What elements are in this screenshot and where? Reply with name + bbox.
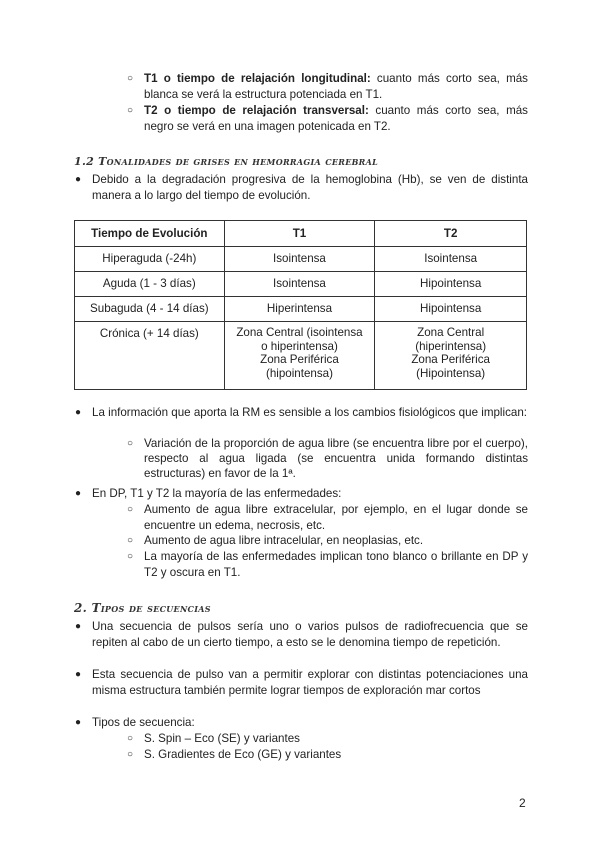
hollow-bullet-icon: ○ (127, 733, 134, 744)
evolution-table (74, 220, 527, 390)
bullet-icon: ● (75, 174, 82, 185)
hollow-bullet-icon: ○ (127, 105, 134, 116)
section-heading-2: 2. Tipos de secuencias (74, 601, 211, 615)
table-header-row (75, 221, 527, 247)
term-t1: T1 o tiempo de relajación longitudinal: (144, 72, 371, 85)
header-t2: T2 (375, 221, 527, 247)
hollow-bullet-icon: ○ (127, 504, 134, 515)
table-row: Subaguda (4 - 14 días) Hiperintensa Hipointensa (75, 297, 527, 322)
hollow-bullet-icon: ○ (127, 73, 134, 84)
section-heading-1-2: 1.2 Tonalidades de grises en hemorragia cerebral (74, 155, 379, 168)
list-item-hemoglobin: ● Debido a la degradación progresiva de la hemoglobina (Hb), se ven de distinta manera a lo largo del tiempo de evolución. (75, 173, 528, 202)
header-evolution: Tiempo de Evolución (75, 221, 225, 247)
bullet-icon: ● (75, 621, 82, 632)
table-row: Crónica (+ 14 días) Zona Central (isointensa o hiperintensa) Zona Periférica (hipointensa) Zona Central (hiperintensa) Zona Periférica (Hipointensa) (75, 322, 527, 390)
bullet-icon: ● (75, 717, 82, 728)
list-item-rm-info: ● La información que aporta la RM es sensible a los cambios fisiológicos que implican: (75, 406, 527, 419)
list-item-intracellular: ○ Aumento de agua libre intracelular, en neoplasias, etc. (127, 534, 424, 547)
list-item-t2: ○ T2 o tiempo de relajación transversal: cuanto más corto sea, más negro se verá en una imagen potenicada en T2. (127, 104, 528, 133)
list-item-spin-echo: ○ S. Spin – Eco (SE) y variantes (127, 732, 300, 745)
hollow-bullet-icon: ○ (127, 749, 134, 760)
header-t1: T1 (224, 221, 375, 247)
bullet-icon: ● (75, 407, 82, 418)
hollow-bullet-icon: ○ (127, 438, 134, 449)
list-item-sequence-types: ● Tipos de secuencia: (75, 716, 195, 729)
list-item-potentiations: ● Esta secuencia de pulso van a permitir explorar con distintas potenciaciones una misma estructura también permite lograr tiempos de exploración mar cortos (75, 668, 528, 697)
list-item-gradient-echo: ○ S. Gradientes de Eco (GE) y variantes (127, 748, 342, 761)
list-item-majority: ○ La mayoría de las enfermedades implican tono blanco o brillante en DP y T2 y oscura en T1. (127, 550, 528, 579)
page-number: 2 (519, 796, 526, 810)
bullet-icon: ● (75, 669, 82, 680)
table-row: Hiperaguda (-24h) Isointensa Isointensa (75, 247, 527, 272)
hollow-bullet-icon: ○ (127, 551, 134, 562)
table-row: Aguda (1 - 3 días) Isointensa Hipointensa (75, 272, 527, 297)
term-t2: T2 o tiempo de relajación transversal: (144, 104, 369, 117)
list-item-dp-t1-t2: ● En DP, T1 y T2 la mayoría de las enfermedades: (75, 487, 342, 500)
list-item-t1: ○ T1 o tiempo de relajación longitudinal: cuanto más corto sea, más blanca se verá la estructura potenciada en T1. (127, 72, 528, 101)
bullet-icon: ● (75, 488, 82, 499)
list-item-pulse-sequence: ● Una secuencia de pulsos sería uno o varios pulsos de radiofrecuencia que se repiten al cabo de un cierto tiempo, a esto se le denomina tiempo de repetición. (75, 620, 528, 649)
hollow-bullet-icon: ○ (127, 535, 134, 546)
list-item-water-ratio: ○ Variación de la proporción de agua libre (se encuentra libre por el cuerpo), respecto al agua ligada (se encuentra unida formando distintas estructuras) en favor de la 1ª. (127, 437, 528, 480)
list-item-extracellular: ○ Aumento de agua libre extracelular, por ejemplo, en el lugar donde se encuentre un edema, necrosis, etc. (127, 503, 528, 532)
